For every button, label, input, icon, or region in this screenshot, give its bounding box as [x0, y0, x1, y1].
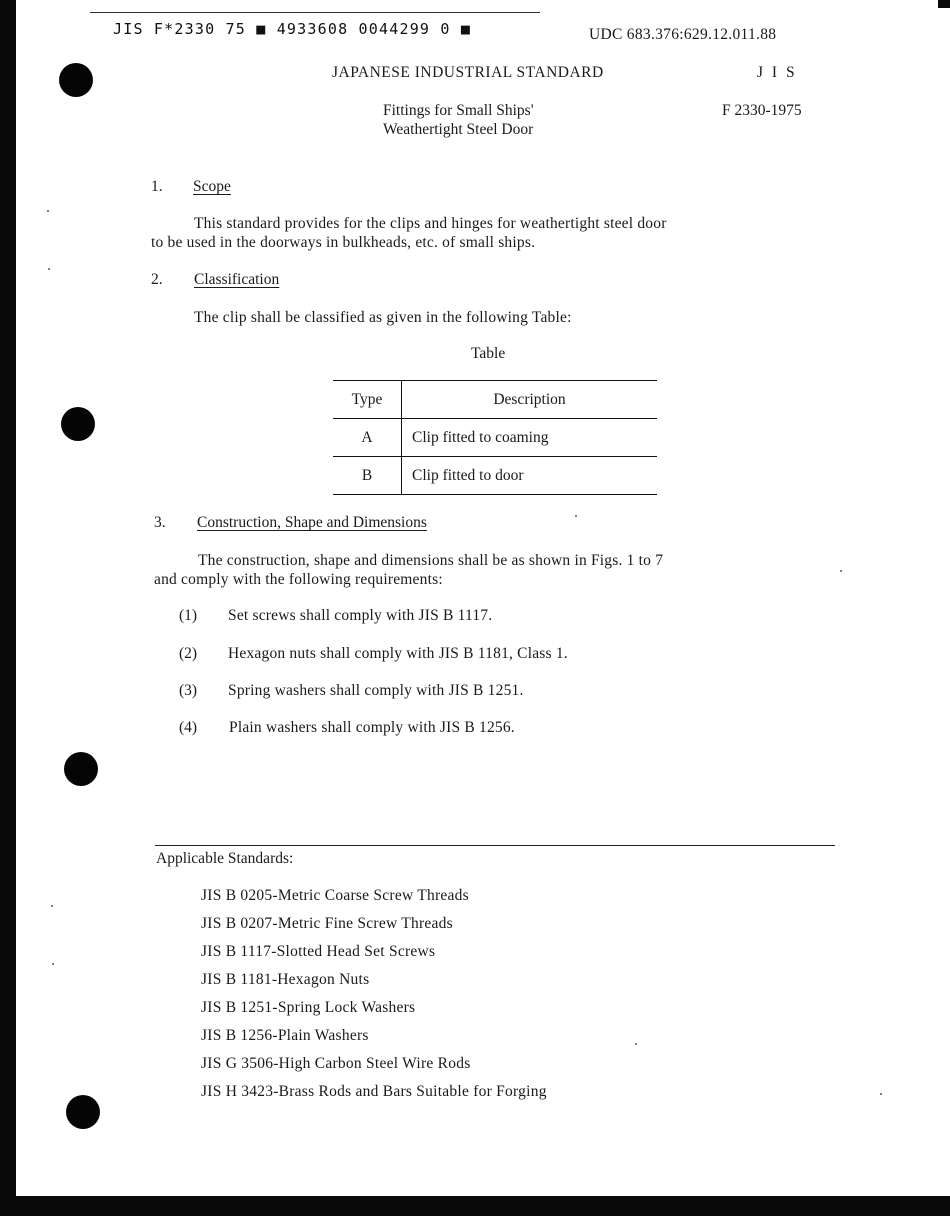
- requirement-text: Plain washers shall comply with JIS B 1256.: [229, 719, 515, 736]
- section-heading-construction: Construction, Shape and Dimensions: [197, 514, 427, 531]
- requirement-number: (2): [179, 645, 198, 662]
- punch-hole: [66, 1095, 100, 1129]
- section-heading-classification: Classification: [194, 271, 280, 288]
- document-title-line-1: Fittings for Small Ships': [383, 102, 534, 119]
- classification-paragraph: The clip shall be classified as given in the following Table:: [194, 309, 572, 326]
- requirement-text: Set screws shall comply with JIS B 1117.: [228, 607, 493, 624]
- table-caption: Table: [471, 345, 506, 362]
- scan-speck: [880, 1093, 882, 1095]
- applicable-standard-item: JIS B 0207-Metric Fine Screw Threads: [201, 915, 453, 932]
- applicable-standards-heading: Applicable Standards:: [156, 850, 294, 867]
- scan-speck: [840, 570, 842, 572]
- udc-classification: UDC 683.376:629.12.011.88: [589, 26, 777, 43]
- document-title-line-2: Weathertight Steel Door: [383, 121, 534, 138]
- applicable-standard-item: JIS B 1251-Spring Lock Washers: [201, 999, 416, 1016]
- section-number: 3.: [154, 514, 166, 531]
- cell-description: Clip fitted to coaming: [402, 419, 658, 457]
- requirement-text: Spring washers shall comply with JIS B 1251.: [228, 682, 524, 699]
- scan-speck: [51, 905, 53, 907]
- scan-speck: [635, 1043, 637, 1045]
- section-number: 1.: [151, 178, 163, 195]
- applicable-standard-item: JIS B 0205-Metric Coarse Screw Threads: [201, 887, 469, 904]
- document-code: JIS F*2330 75 ■ 4933608 0044299 0 ■: [113, 20, 472, 38]
- cell-type: A: [333, 419, 402, 457]
- requirement-text: Hexagon nuts shall comply with JIS B 1181, Class 1.: [228, 645, 568, 662]
- table-row: [333, 419, 657, 457]
- scan-border-top-right: [938, 0, 950, 8]
- scope-paragraph-line-2: to be used in the doorways in bulkheads, etc. of small ships.: [151, 234, 536, 251]
- scan-speck: [47, 210, 49, 212]
- requirement-number: (4): [179, 719, 198, 736]
- scan-border-left: [0, 0, 16, 1216]
- standard-title: JAPANESE INDUSTRIAL STANDARD: [332, 64, 604, 81]
- section-heading-scope: Scope: [193, 178, 231, 195]
- applicable-standard-item: JIS B 1181-Hexagon Nuts: [201, 971, 370, 988]
- jis-mark: J I S: [757, 64, 798, 81]
- applicable-standard-item: JIS G 3506-High Carbon Steel Wire Rods: [201, 1055, 471, 1072]
- header-rule: [90, 12, 540, 13]
- scope-paragraph-line-1: This standard provides for the clips and hinges for weathertight steel door: [194, 215, 667, 232]
- cell-type: B: [333, 457, 402, 495]
- punch-hole: [64, 752, 98, 786]
- applicable-standard-item: JIS B 1256-Plain Washers: [201, 1027, 369, 1044]
- construction-paragraph-line-2: and comply with the following requirements:: [154, 571, 443, 588]
- construction-paragraph-line-1: The construction, shape and dimensions shall be as shown in Figs. 1 to 7: [198, 552, 664, 569]
- punch-hole: [59, 63, 93, 97]
- applicable-standard-item: JIS B 1117-Slotted Head Set Screws: [201, 943, 436, 960]
- table-header-row: [333, 381, 657, 419]
- table-row: [333, 457, 657, 495]
- clip-classification-table: [333, 380, 657, 495]
- scan-speck: [48, 268, 50, 270]
- scan-speck: [575, 515, 577, 517]
- column-header-type: Type: [333, 381, 402, 419]
- requirement-number: (3): [179, 682, 198, 699]
- section-number: 2.: [151, 271, 163, 288]
- applicable-standards-rule: [155, 845, 835, 846]
- scan-border-bottom: [16, 1196, 950, 1216]
- standard-number: F 2330-1975: [722, 102, 802, 119]
- scan-speck: [52, 963, 54, 965]
- applicable-standard-item: JIS H 3423-Brass Rods and Bars Suitable for Forging: [201, 1083, 547, 1100]
- column-header-description: Description: [402, 381, 658, 419]
- punch-hole: [61, 407, 95, 441]
- cell-description: Clip fitted to door: [402, 457, 658, 495]
- requirement-number: (1): [179, 607, 198, 624]
